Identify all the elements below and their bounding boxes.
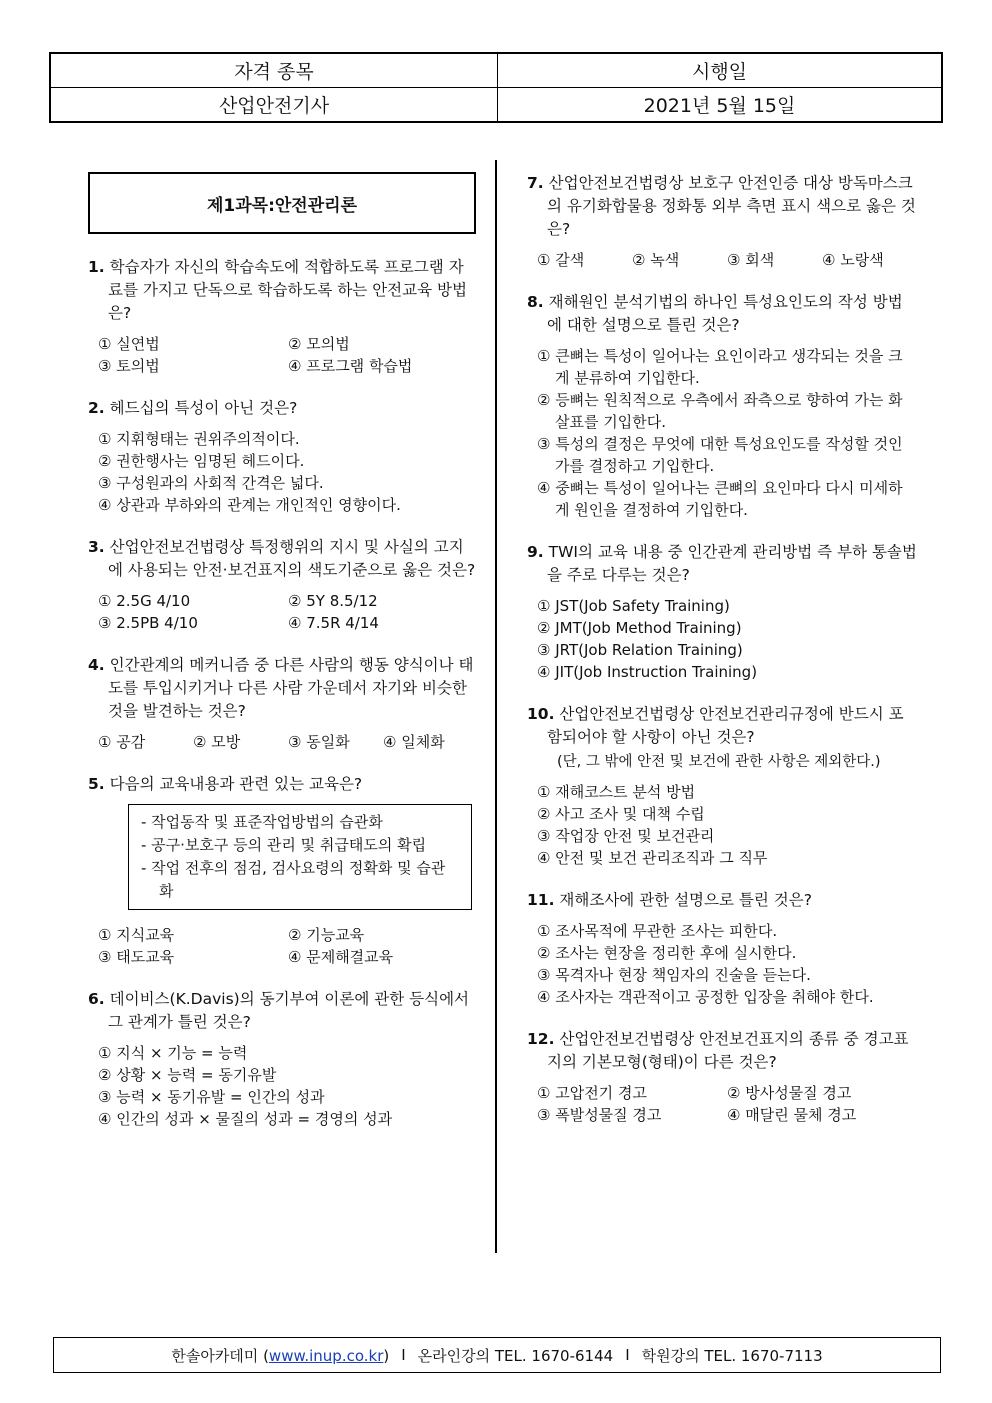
footer-link[interactable]: www.inup.co.kr [268,1346,384,1365]
question-number: 5. [88,775,105,793]
answer-option: ③ 회색 [727,251,775,269]
question-text: 재해원인 분석기법의 하나인 특성요인도의 작성 방법에 대한 설명으로 틀린 것은? [547,293,903,334]
answer-option: ① 갈색 [537,251,585,269]
answer-option: ④ 인간의 성과 × 물질의 성과 = 경영의 성과 [98,1110,393,1128]
question-stem [527,703,917,749]
question-text: 다음의 교육내용과 관련 있는 교육은? [109,775,363,793]
footer-separator: I [625,1346,630,1364]
question-text: TWI의 교육 내용 중 인간관계 관리방법 즉 부하 통솔법을 주로 다루는 것은? [547,543,917,584]
answer-option: ① 고압전기 경고 [537,1084,647,1102]
answer-option: ② 녹색 [632,251,680,269]
answer-option: ① 실연법 [98,335,160,353]
answer-option: ③ 목격자나 현장 책임자의 진술을 듣는다. [537,966,811,984]
question-stem [527,889,917,912]
footer-offline-tel: 학원강의 TEL. 1670-7113 [641,1346,823,1365]
answer-option: ② 5Y 8.5/12 [288,592,378,610]
options-list [527,781,917,869]
question-number: 4. [88,656,105,674]
answer-option: ④ 노랑색 [822,251,884,269]
question-number: 9. [527,543,544,561]
question-stem [88,256,478,325]
footer-separator: I [401,1346,406,1364]
question-text: 인간관계의 메커니즘 중 다른 사람의 행동 양식이나 태도를 투입시키거나 다른 사람 가운데서 자기와 비슷한 것을 발견하는 것은? [108,656,474,720]
column-divider [495,160,497,1253]
question-item [527,291,917,521]
options-list [88,924,478,968]
question-stem [88,773,478,796]
question-number: 8. [527,293,544,311]
answer-option: ② JMT(Job Method Training) [537,619,742,637]
content-box-line: - 작업 전후의 점검, 검사요령의 정확화 및 습관화 [141,859,446,900]
question-text: 재해조사에 관한 설명으로 틀린 것은? [559,891,812,909]
answer-option: ④ 프로그램 학습법 [288,357,413,375]
options-list [88,1042,478,1130]
question-text: 산업안전보건법령상 안전보건표지의 종류 중 경고표지의 기본모형(형태)이 다른 것은? [547,1030,909,1071]
answer-option: ③ 토의법 [98,357,160,375]
header-value-subject: 산업안전기사 [50,88,498,123]
answer-option: ② 기능교육 [288,926,365,944]
footer-academy: 한솔아카데미 [171,1346,259,1365]
question-stem [88,536,478,582]
answer-option: ① 지식 × 기능 = 능력 [98,1044,248,1062]
question-number: 3. [88,538,105,556]
question-stem [88,988,478,1034]
answer-option: ① JST(Job Safety Training) [537,597,730,615]
question-text: 학습자가 자신의 학습속도에 적합하도록 프로그램 자료를 가지고 단독으로 학습하도록 하는 안전교육 방법은? [108,258,467,322]
answer-option: ② 등뼈는 원칙적으로 우측에서 좌측으로 향하여 가는 화살표를 기입한다. [537,391,903,431]
answer-option: ④ 문제해결교육 [288,948,394,966]
header-label-date: 시행일 [498,53,943,88]
header-value-date: 2021년 5월 15일 [498,88,943,123]
question-number: 7. [527,174,544,192]
question-stem [527,541,917,587]
options-list [527,595,917,683]
question-item [88,988,478,1130]
question-item [527,703,917,869]
answer-option: ② 권한행사는 임명된 헤드이다. [98,452,305,470]
answer-option: ③ 능력 × 동기유발 = 인간의 성과 [98,1088,325,1106]
answer-option: ② 모의법 [288,335,350,353]
options-list [527,1082,917,1126]
answer-option: ② 방사성물질 경고 [727,1084,852,1102]
answer-option: ② 조사는 현장을 정리한 후에 실시한다. [537,944,797,962]
left-column [88,172,478,1150]
options-list [527,920,917,1008]
answer-option: ① 지휘형태는 권위주의적이다. [98,430,300,448]
question-note: (단, 그 밖에 안전 및 보건에 관한 사항은 제외한다.) [557,754,881,770]
question-item [527,889,917,1008]
answer-option: ③ 폭발성물질 경고 [537,1106,662,1124]
content-box-line: - 공구·보호구 등의 관리 및 취급태도의 확립 [141,836,427,854]
answer-option: ① 지식교육 [98,926,175,944]
question-stem [88,654,478,723]
footer-online-tel: 온라인강의 TEL. 1670-6144 [417,1346,614,1365]
question-text: 산업안전보건법령상 특정행위의 지시 및 사실의 고지에 사용되는 안전·보건표지의 색도기준으로 옳은 것은? [108,538,476,579]
question-number: 12. [527,1030,555,1048]
exam-header-table [49,52,943,123]
question-stem [527,291,917,337]
question-item [527,1028,917,1126]
question-text: 데이비스(K.Davis)의 동기부여 이론에 관한 등식에서 그 관계가 틀린 것은? [108,990,470,1031]
answer-option: ② 사고 조사 및 대책 수립 [537,805,705,823]
right-column [527,172,917,1146]
question-text: 산업안전보건법령상 안전보건관리규정에 반드시 포함되어야 할 사항이 아닌 것은? [547,705,904,746]
question-number: 2. [88,399,105,417]
answer-option: ④ 안전 및 보건 관리조직과 그 직무 [537,849,768,867]
answer-option: ① 조사목적에 무관한 조사는 피한다. [537,922,778,940]
answer-option: ① 재해코스트 분석 방법 [537,783,696,801]
answer-option: ④ 매달린 물체 경고 [727,1106,857,1124]
answer-option: ④ JIT(Job Instruction Training) [537,663,758,681]
options-list [88,428,478,516]
options-list [527,249,917,271]
question-item [88,773,478,968]
answer-option: ② 상황 × 능력 = 동기유발 [98,1066,277,1084]
answer-option: ③ 특성의 결정은 무엇에 대한 특성요인도를 작성할 것인가를 결정하고 기입한다. [537,435,903,475]
header-label-subject: 자격 종목 [50,53,498,88]
question-number: 6. [88,990,105,1008]
answer-option: ④ 중뼈는 특성이 일어나는 큰뼈의 요인마다 다시 미세하게 원인을 결정하여 기입한다. [537,479,903,519]
question-stem [527,172,917,241]
answer-option: ④ 일체화 [383,733,445,751]
answer-option: ③ JRT(Job Relation Training) [537,641,743,659]
answer-option: ③ 작업장 안전 및 보건관리 [537,827,715,845]
question-item [88,536,478,634]
options-list [88,333,478,377]
question-stem [88,397,478,420]
question-text: 헤드십의 특성이 아닌 것은? [109,399,298,417]
question-item [527,172,917,271]
answer-option: ① 큰뼈는 특성이 일어나는 요인이라고 생각되는 것을 크게 분류하여 기입한다. [537,347,903,387]
question-number: 10. [527,705,555,723]
options-list [88,590,478,634]
subject-title: 제1과목:안전관리론 [88,172,476,234]
question-text: 산업안전보건법령상 보호구 안전인증 대상 방독마스크의 유기화합물용 정화통 외부 측면 표시 색으로 옳은 것은? [547,174,916,238]
answer-option: ① 2.5G 4/10 [98,592,191,610]
question-stem [527,1028,917,1074]
content-box [128,804,472,910]
answer-option: ③ 태도교육 [98,948,175,966]
question-item [88,256,478,377]
answer-option: ④ 7.5R 4/14 [288,614,379,632]
answer-option: ② 모방 [193,733,241,751]
answer-option: ③ 구성원과의 사회적 간격은 넓다. [98,474,324,492]
footer-bar: 한솔아카데미 (www.inup.co.kr) I 온라인강의 TEL. 1670-6144 I 학원강의 TEL. 1670-7113 [53,1337,941,1373]
question-item [88,654,478,753]
answer-option: ④ 조사자는 객관적이고 공정한 입장을 취해야 한다. [537,988,874,1006]
answer-option: ③ 동일화 [288,733,350,751]
answer-option: ④ 상관과 부하와의 관계는 개인적인 영향이다. [98,496,401,514]
answer-option: ① 공감 [98,733,146,751]
question-number: 11. [527,891,555,909]
question-item [88,397,478,516]
content-box-line: - 작업동작 및 표준작업방법의 습관화 [141,813,383,831]
question-number: 1. [88,258,105,276]
question-item [527,541,917,683]
answer-option: ③ 2.5PB 4/10 [98,614,198,632]
options-list [527,345,917,521]
options-list [88,731,478,753]
